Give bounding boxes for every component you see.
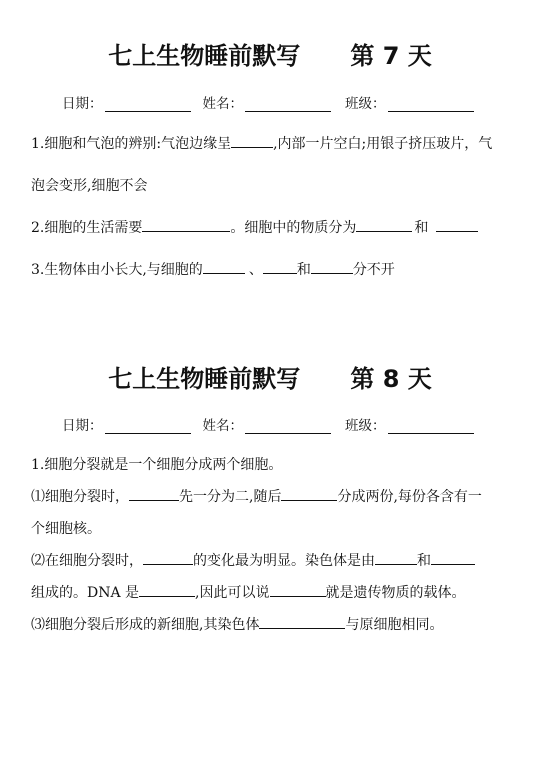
d8-text-2b: 先一分为二,随后 [179,489,282,505]
q2-blank-1[interactable] [142,218,230,232]
d8-line5 [31,583,511,603]
d8-line1 [31,455,511,475]
date-blank[interactable] [105,419,191,434]
d8-line6 [31,615,511,635]
class-label: 班级： [345,96,386,112]
d8-text-2a: ⑴细胞分裂时， [31,489,129,505]
d8-blank-3[interactable] [143,551,193,565]
class-blank[interactable] [388,97,474,112]
d8-blank-8[interactable] [259,615,345,629]
meta-row-day7 [62,92,502,112]
d8-text-2c: 分成两份,每份各含有一 [337,489,482,505]
date-label: 日期： [62,418,103,434]
d8-blank-5[interactable] [431,551,475,565]
name-blank[interactable] [245,419,331,434]
q3-blank-2[interactable] [263,260,297,274]
d8-text-6b: 与原细胞相同。 [345,617,444,633]
q3-text-b: 、 [248,262,263,278]
meta-row-day8 [62,414,502,434]
d8-blank-4[interactable] [375,551,417,565]
class-blank[interactable] [388,419,474,434]
q2-blank-3[interactable] [436,218,478,232]
name-label: 姓名： [202,418,243,434]
d8-line3 [31,519,511,539]
d8-blank-7[interactable] [270,583,326,597]
q3-text-a: 3.生物体由小长大,与细胞的 [31,262,203,278]
d8-line4 [31,551,511,571]
d8-text-4b: 的变化最为明显。染色体是由 [193,553,375,569]
q1-text-b: ,内部一片空白;用银子挤压玻片，气 [273,136,493,152]
d8-text-5c: 就是遗传物质的载体。 [325,585,466,601]
q2-text-b: 。细胞中的物质分为 [230,220,357,236]
d8-text-4c: 和 [417,553,431,569]
q1-text-c: 泡会变形,细胞不会 [31,178,148,194]
d8-blank-6[interactable] [139,583,195,597]
date-label: 日期： [62,96,103,112]
section-title-day8: 七上生物睡前默写 第 8 天 [108,365,432,393]
class-label: 班级： [345,418,386,434]
q2-blank-2[interactable] [356,218,412,232]
d8-text-5b: ,因此可以说 [195,585,270,601]
q3-text-c: 和 [296,262,311,278]
date-blank[interactable] [105,97,191,112]
d8-text-4a: ⑵在细胞分裂时， [31,553,143,569]
section-title-day7: 七上生物睡前默写 第 7 天 [108,42,432,70]
q3-day7 [31,260,511,280]
d8-text-1: 1.细胞分裂就是一个细胞分成两个细胞。 [31,457,283,473]
d8-text-6a: ⑶细胞分裂后形成的新细胞,其染色体 [31,617,260,633]
q3-blank-1[interactable] [203,260,245,274]
q2-text-a: 2.细胞的生活需要 [31,220,143,236]
q3-text-d: 分不开 [352,262,395,278]
d8-line2 [31,487,511,507]
q1-blank[interactable] [231,134,273,148]
q3-blank-3[interactable] [311,260,353,274]
q2-day7 [31,218,511,238]
name-blank[interactable] [245,97,331,112]
q1-line2-day7 [31,176,511,196]
d8-blank-2[interactable] [281,487,337,501]
q2-text-c: 和 [414,220,429,236]
q1-line1-day7 [31,134,511,154]
d8-text-3: 个细胞核。 [31,521,101,537]
d8-text-5a: 组成的。DNA 是 [31,585,140,601]
d8-blank-1[interactable] [129,487,179,501]
q1-text-a: 1.细胞和气泡的辨别:气泡边缘呈 [31,136,232,152]
name-label: 姓名： [202,96,243,112]
